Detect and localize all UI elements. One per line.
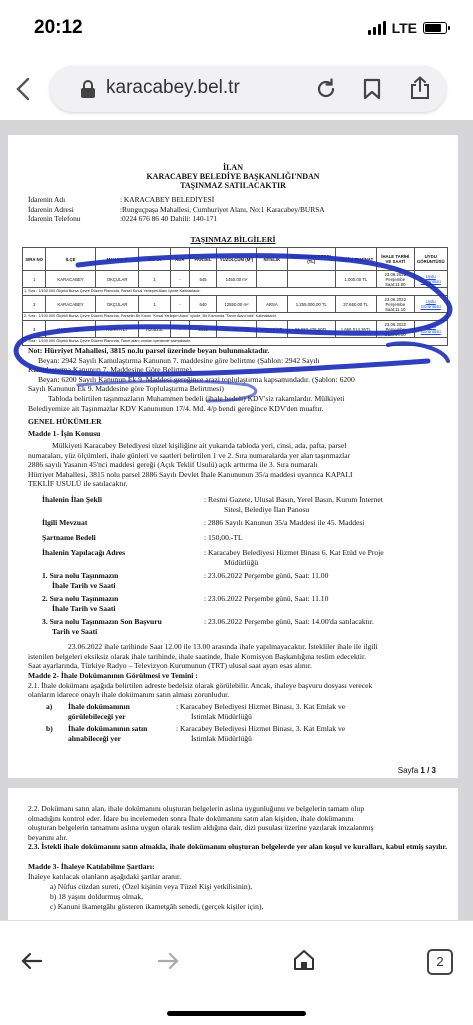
share-icon[interactable]: [410, 76, 430, 100]
url-text: karacabey.bel.tr: [106, 77, 240, 98]
term-key: 3. Sıra nolu Taşınmazın Son Başvuru: [42, 617, 162, 626]
term-key-2: Tarih ve Saati: [52, 626, 98, 636]
page-number: Sayfa 1 / 3: [397, 766, 436, 775]
note-line: Tabloda belirtilen taşınmazların Muhammen bedeli (ihale bedeli) KDV'siz rakamlardır. Mülkiyeti: [48, 394, 345, 403]
signal-icon: [368, 21, 386, 35]
bookmark-icon[interactable]: [363, 78, 381, 100]
browser-bottom-bar: [0, 920, 473, 1025]
satellite-view-link[interactable]: Uydu Görüntüsü: [414, 321, 447, 338]
battery-icon: [423, 22, 447, 34]
requirement-item: b) 18 yaşını doldurmuş olmak,: [50, 892, 144, 901]
p2-bold-para: 2.3. İstekli ihale dokümanını satın almakla, ihale dokümanını oluşturan belgelerde yer alan koşul ve kuralları, kabul etmiş sayılır.: [28, 842, 447, 852]
document-page-1: [8, 135, 458, 778]
doc-heading-ilan: İLAN: [222, 163, 243, 172]
back-chevron-icon[interactable]: [12, 76, 36, 102]
browser-toolbar: [0, 58, 473, 120]
table-cell: 1: [23, 271, 46, 288]
general-terms-heading: GENEL HÜKÜMLER: [28, 417, 102, 426]
requirement-item: a) Nüfus cüzdan sureti, (Özel kişinin veya Tüzel Kişi yetkilisinin),: [50, 882, 253, 892]
info-value: :Runguçpaşa Mahallesi, Cumhuriyet Alanı, No:1 Karacabey/BURSA: [120, 204, 325, 214]
term-key: İhalenin İlan Şekli: [42, 495, 102, 504]
sub-value: : Karacabey Belediyesi Hizmet Binası, 3. Kat Emlak ve: [176, 724, 346, 733]
para-line: istenilen belgeleri eksiksiz olarak ihale tarihinde, ihale saatinde, İhale Komisyon Başkanlığına teslim edecektir.: [28, 651, 367, 661]
para-line: 23.06.2022 ihale tarihinde Saat 12.00 ile 13.00 arasında ihale yapılmayacaktır. İstekliler ihale ile ilgili: [68, 642, 378, 651]
table-header-cell: NİTELİK: [256, 248, 287, 271]
home-icon[interactable]: [292, 948, 316, 972]
sub-value-2: İstimlak Müdürlüğü: [191, 711, 252, 721]
lock-icon: [80, 80, 96, 99]
satellite-view-link[interactable]: Uydu Görüntüsü: [414, 296, 447, 313]
table-cell: 3: [23, 321, 46, 338]
table-cell: 146.185,47 m²: [217, 321, 256, 338]
home-indicator: [167, 1011, 306, 1016]
reload-icon[interactable]: [315, 78, 337, 100]
back-arrow-icon[interactable]: [20, 949, 44, 973]
table-cell: 37.650,00 TL: [335, 296, 376, 313]
table-header-cell: SIRA NO: [23, 248, 46, 271]
sub-label-2: alınabileceği yer: [68, 733, 121, 743]
table-cell: OKÇULAR: [95, 296, 139, 313]
madde-2-heading: Madde 2- İhale Dokümanının Görülmesi ve Temini :: [28, 670, 198, 680]
table-cell: KARACABEY: [46, 321, 96, 338]
madde-1-line: Hürriyet Mahallesi, 3815 nolu parsel 2886 Sayılı Devlet İhale Kanununun 35/a maddesi uyarınca KAPALI: [28, 469, 353, 479]
term-key: Şartname Bedeli: [42, 533, 96, 542]
term-value-2: Sitesi, Belediye İlan Panosu: [224, 504, 310, 514]
madde-1-line: numaraları, yüz ölçümleri, ihale günleri ve saatleri belirtilen 1 ve 2. Sıra numaralarda yer alan taşınmazlar: [28, 450, 351, 460]
madde-1-line: 2886 sayılı Yasanın 45'nci maddesi gereği (Açık Teklif Usulü) açık arttırma ile 3. Sıra numaralı: [28, 460, 318, 470]
satellite-view-link[interactable]: Uydu Görüntüsü: [414, 271, 447, 288]
table-cell: KARACABEY: [46, 271, 96, 288]
madde-1-line: TEKLİF USULÜ ile satılacaktır.: [28, 479, 128, 489]
p2-line: beyanını alır.: [28, 832, 68, 842]
p2-line: oluşturan belgelerin tamamını aslına uygun olarak teslim aldığına dair, dizi pusulası üzerine yazılarak imzalanmış: [28, 823, 374, 833]
table-cell: H20a23c: [139, 321, 170, 338]
madde-1-heading: Madde 1- İşin Konusu: [28, 429, 101, 438]
sub-index: a): [46, 702, 53, 711]
table-cell: 3815: [189, 321, 216, 338]
sub-label: İhale dokümanının satın: [68, 724, 148, 733]
table-note: 3. Sıra : 1/100.000 Ölçekli Bursa Çevre Düzeni Planında, Tarım alanı omrları içerisinde kalmaktadır.: [23, 338, 448, 346]
madde-1-line: Mülkiyeti Karacabey Belediyesi tüzel kişiliğine ait yukarıda tabloda yeri, cinsi, ada, pafta, parsel: [52, 441, 347, 450]
madde-3-text: İhaleye katılacak olanların aşağıdaki şartlar aranır.: [28, 872, 182, 882]
table-header-cell: MUHAMMEN BEDEL (TL): [288, 248, 336, 271]
table-header-cell: ADA: [170, 248, 189, 271]
network-type: LTE: [391, 20, 417, 36]
note-line: Sayılı Kanunun Ek 9. Maddesine göre Toplulaştırma Belirtmesi): [28, 384, 224, 394]
madde-3-heading: Madde 3- İhaleye Katılabilme Şartları:: [28, 862, 155, 872]
table-header-cell: İHALE TARİHİ VE SAATİ: [377, 248, 414, 271]
table-cell: 55.550.478,60TL: [288, 321, 336, 338]
table-note: 2. Sıra : 1/100.000 Ölçekli Bursa Çevre Düzeni Planında, Parselin Bir Kısmı "Kırsal Yerleşim Alanı" içinde, Bir Kısmında "Tarım Alanı"nda" Kalmaktadır.: [23, 313, 448, 321]
term-key: 2. Sıra nolu Taşınmazın: [42, 594, 119, 603]
para-line: 2.1. İhale dokümanı aşağıda belirtilen adreste bedelsiz olarak görülebilir. Ancak, ihaleye başvuru dosyası verecek: [28, 680, 373, 690]
term-value: : 2886 Sayılı Kanunun 35/a Maddesi ile 45. Maddesi: [204, 518, 365, 527]
term-value: : Karacabey Belediyesi Hizmet Binası 6. Kat Etüd ve Proje: [204, 548, 384, 557]
term-key: İhalenin Yapılacağı Adres: [42, 548, 126, 557]
table-cell: 23.06.2022 Perşembe Saat:14.00: [377, 321, 414, 338]
sub-index: b): [46, 724, 53, 733]
table-cell: 545: [189, 271, 216, 288]
term-value: : 150,00.-TL: [204, 533, 243, 542]
para-line: Saat ayarlarında, Türkiye Radyo – Televizyon Kurumunun (TRT) ulusal saat ayarı esas alınır.: [28, 661, 312, 671]
term-value: : 23.06.2022 Perşembe günü, Saat: 14.00'da satılacaktır.: [204, 617, 374, 626]
requirement-item: c) Kanuni ikametgâhı gösteren ikametgâh senedi, (gerçek kişiler için),: [50, 901, 264, 911]
term-key: 1. Sıra nolu Taşınmazın: [42, 571, 119, 580]
sub-label: İhale dokümanının: [68, 702, 130, 711]
table-note: 1. Sıra : 1/100.000 Ölçekli Bursa Çevre Düzeni Planında, Parsel Kırsal Yerleşim Alanı İçinde Kalmaktadır.: [23, 288, 448, 296]
sub-value: : Karacabey Belediyesi Hizmet Binası, 3. Kat Emlak ve: [176, 702, 346, 711]
table-cell: OKÇULAR: [95, 271, 139, 288]
info-value: : KARACABEY BELEDİYESİ: [120, 195, 215, 204]
table-cell: 1.666.514,36TL: [335, 321, 376, 338]
table-cell: 1.255.000,00 TL: [288, 296, 336, 313]
table-header-cell: YÜZÖLÇÜM (M²): [217, 248, 256, 271]
table-header-cell: UYDU GÖRÜNTÜSÜ: [414, 248, 447, 271]
doc-heading-sale: TAŞINMAZ SATILACAKTIR: [180, 181, 286, 190]
info-key: İdarenin Adresi: [28, 204, 74, 214]
table-cell: HÜRRİYET: [95, 321, 139, 338]
info-key: İdarenin Adı: [28, 195, 66, 204]
table-cell: 23.06.2022 Perşembe Saat:11.00: [377, 271, 414, 288]
table-cell: 2: [23, 296, 46, 313]
table-cell: -: [170, 271, 189, 288]
term-value: : Resmi Gazete, Ulusal Basın, Yerel Basın, Kurum İnternet: [204, 495, 383, 504]
note-line: Belediyemize ait Taşınmazlar KDV Kanununun 17/4. Md. 4/p bendi gereğince KDV'den muaftır.: [28, 403, 324, 413]
table-cell: 1: [139, 271, 170, 288]
address-bar[interactable]: [50, 66, 446, 112]
doc-heading-municipality: KARACABEY BELEDİYE BAŞKANLIĞI'NDAN: [146, 172, 320, 181]
sub-label-2: görülebileceği yer: [68, 711, 126, 721]
table-header-cell: PARSEL: [189, 248, 216, 271]
note-line: Kamulaştırma Kanunun 7. Maddesine Göre Belirtme): [28, 365, 192, 375]
table-cell: 640: [189, 296, 216, 313]
term-value: : 23.06.2022 Perşembe günü, Saat: 11.00: [204, 571, 329, 580]
status-icons: [368, 20, 447, 36]
forward-arrow-icon[interactable]: [156, 949, 180, 973]
marker-scribble: [8, 135, 458, 778]
document-page-2: [8, 788, 458, 920]
info-value: :0224 676 86 40 Dahili: 140-171: [120, 214, 218, 223]
term-value: : 23.06.2022 Perşembe günü, Saat: 11.10: [204, 594, 329, 603]
table-cell: ARSA: [256, 296, 287, 313]
p2-line: 2.2. Dokümanı satın alan, ihale dokümanını oluşturan belgelerin aslına uygunluğunu ve belgelerin tamam olup: [28, 804, 365, 813]
table-cell: KARACABEY: [46, 296, 96, 313]
table-title: TAŞINMAZ BİLGİLERİ: [190, 235, 276, 244]
table-cell: OTLAKİYE: [256, 321, 287, 338]
term-value-2: Müdürlüğü: [224, 557, 259, 567]
table-cell: -: [170, 296, 189, 313]
info-key: İdarenin Telefonu: [28, 214, 81, 223]
note-line: Not: Hürriyet Mahallesi, 3815 no.lu parsel üzerinde beyan bulunmaktadır.: [28, 346, 270, 355]
status-time: 20:12: [34, 17, 83, 38]
sub-value-2: İstimlak Müdürlüğü: [191, 733, 252, 743]
term-key-2: İhale Tarih ve Saati: [52, 580, 116, 590]
table-cell: 12550.00 m²: [217, 296, 256, 313]
table-cell: 1.000.00 TL: [335, 271, 376, 288]
table-header-cell: MAHALLE: [95, 248, 139, 271]
para-line: olanların idarece onaylı ihale dokümanını satın alması zorunludur.: [28, 690, 230, 700]
p2-line: olmadığını kontrol eder. İdare bu incelemeden sonra İhale dokümanını satın alan kişiden, ihale dokümanını: [28, 813, 354, 823]
web-content[interactable]: [0, 120, 473, 920]
note-line: Beyan: 2942 Sayılı Kamulaştırma Kanunun 7. maddesine göre belirtme (Şablon: 2942 Sayılı: [38, 355, 320, 365]
table-cell: -: [170, 321, 189, 338]
table-cell: 23.06.2022 Perşembe Saat:11.10: [377, 296, 414, 313]
table-cell: 1: [139, 296, 170, 313]
tab-switcher-button[interactable]: 2: [427, 949, 453, 975]
term-key: İlgili Mevzuat: [42, 518, 88, 527]
status-bar: [0, 0, 473, 58]
table-cell: 1450.00 m²: [217, 271, 256, 288]
table-header-cell: GEÇİCİ TEMİNAT: [335, 248, 376, 271]
table-header-cell: İLÇE: [46, 248, 96, 271]
note-line: Beyan: 6200 Sayılı Kanunun Ek 9. Maddesi gereğince arazi toplulaştırma kapsamındadır. (Şablon: 6200: [38, 374, 355, 384]
table-header-cell: PAFTA: [139, 248, 170, 271]
term-key-2: İhale Tarih ve Saati: [52, 603, 116, 613]
